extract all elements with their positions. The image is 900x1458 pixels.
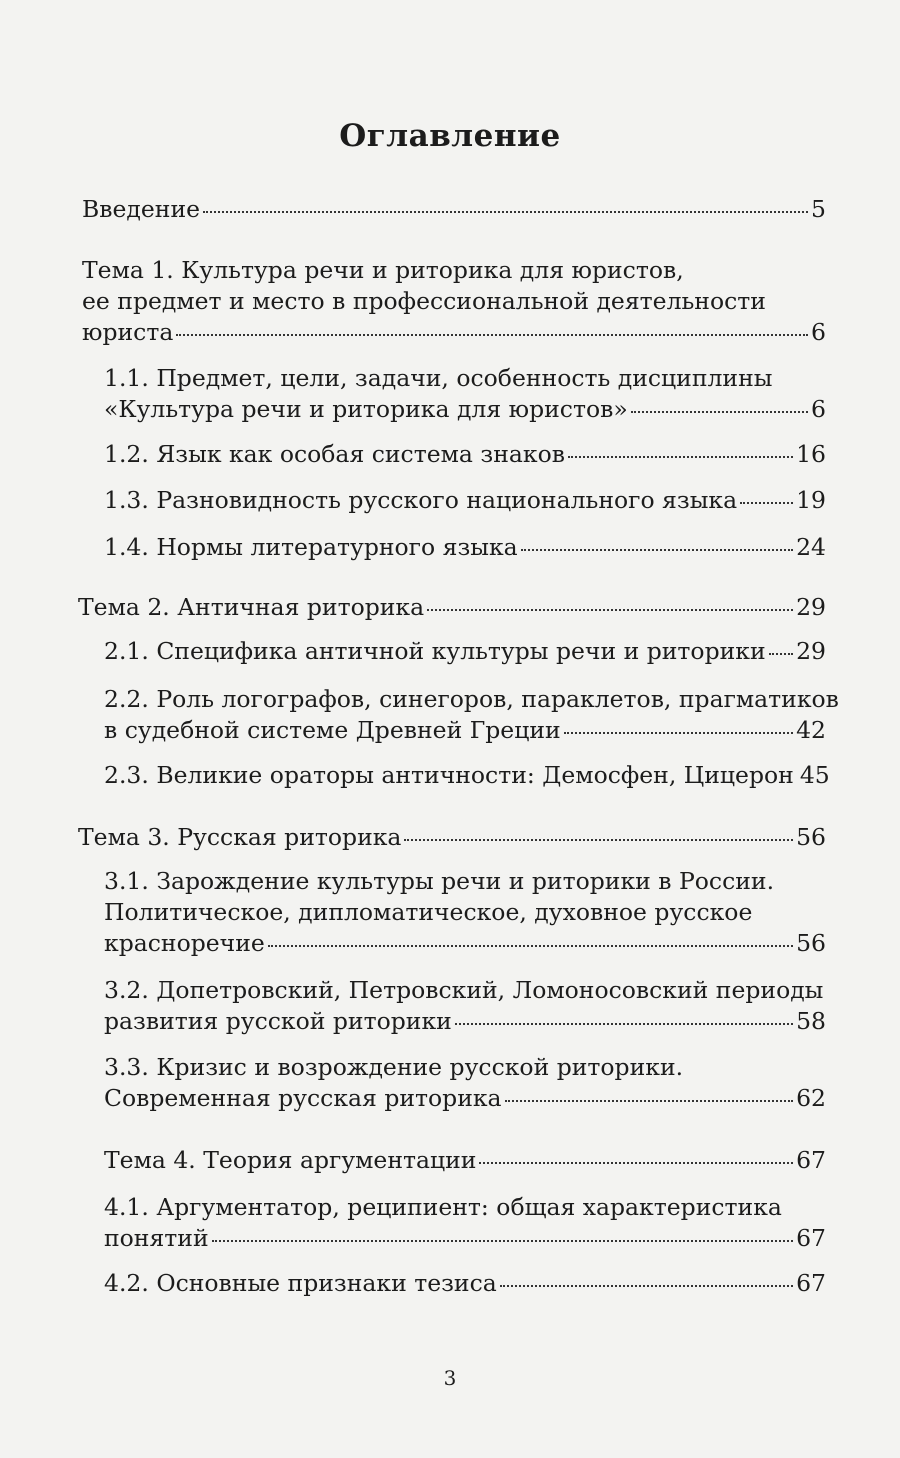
toc-entry-text: Тема 2. Античная риторика bbox=[78, 593, 425, 621]
toc-entry-text: ее предмет и место в профессиональной деятельности bbox=[82, 287, 766, 315]
dot-leader bbox=[568, 456, 793, 458]
toc-entry[interactable] bbox=[104, 760, 830, 791]
toc-entry-text: 3.1. Зарождение культуры речи и риторики в России. bbox=[104, 867, 775, 895]
dot-leader bbox=[404, 839, 793, 841]
dot-leader bbox=[479, 1162, 793, 1164]
toc-page-number: 42 bbox=[796, 716, 826, 744]
toc-entry-text: 2.3. Великие ораторы античности: Демосфен, Цицерон bbox=[104, 761, 794, 789]
dot-leader bbox=[740, 502, 793, 504]
toc-entry-text: Тема 4. Теория аргументации bbox=[104, 1146, 477, 1174]
dot-leader bbox=[769, 653, 793, 655]
toc-page-number: 29 bbox=[796, 593, 826, 621]
toc-entry-text: Тема 1. Культура речи и риторика для юристов, bbox=[82, 256, 684, 284]
toc-entry[interactable] bbox=[104, 532, 826, 563]
toc-page-number: 58 bbox=[796, 1007, 826, 1035]
dot-leader bbox=[631, 411, 808, 413]
toc-entry[interactable] bbox=[82, 255, 826, 348]
toc-page-number: 62 bbox=[796, 1084, 826, 1112]
toc-entry-text: 4.1. Аргументатор, реципиент: общая характеристика bbox=[104, 1193, 782, 1221]
toc-entry-text: 1.2. Язык как особая система знаков bbox=[104, 440, 565, 468]
toc-entry[interactable] bbox=[104, 1192, 826, 1254]
toc-page-number: 5 bbox=[811, 195, 826, 223]
toc-entry[interactable] bbox=[104, 975, 826, 1037]
dot-leader bbox=[427, 609, 793, 611]
dot-leader bbox=[203, 211, 808, 213]
dot-leader bbox=[212, 1240, 793, 1242]
toc-entry-text: развития русской риторики bbox=[104, 1007, 452, 1035]
dot-leader bbox=[521, 549, 793, 551]
toc-entry-text: Введение bbox=[82, 195, 201, 223]
toc-entry[interactable] bbox=[82, 194, 826, 225]
toc-page-number: 6 bbox=[811, 395, 826, 423]
toc-entry-text: юриста bbox=[82, 318, 174, 346]
toc-entry-text: 3.3. Кризис и возрождение русской риторики. bbox=[104, 1053, 684, 1081]
page-title: Оглавление bbox=[339, 118, 561, 154]
toc-entry-text: 1.1. Предмет, цели, задачи, особенность дисциплины bbox=[104, 364, 773, 392]
toc-entry-text: Современная русская риторика bbox=[104, 1084, 502, 1112]
dot-leader bbox=[268, 945, 793, 947]
toc-page-number: 56 bbox=[796, 929, 826, 957]
toc-entry-text: 2.1. Специфика античной культуры речи и риторики bbox=[104, 637, 766, 665]
toc-page-number: 16 bbox=[796, 440, 826, 468]
toc-entry[interactable] bbox=[104, 636, 826, 667]
toc-entry-text: Политическое, дипломатическое, духовное русское bbox=[104, 898, 753, 926]
toc-entry-text: красноречие bbox=[104, 929, 265, 957]
page-number: 3 bbox=[443, 1366, 457, 1390]
toc-page-number: 29 bbox=[796, 637, 826, 665]
toc-page-number: 56 bbox=[796, 823, 826, 851]
dot-leader bbox=[500, 1285, 793, 1287]
toc-entry[interactable] bbox=[104, 439, 826, 470]
toc-entry[interactable] bbox=[104, 1052, 826, 1114]
toc-page-number: 6 bbox=[811, 318, 826, 346]
toc-page-number: 67 bbox=[796, 1224, 826, 1252]
toc-entry-text: понятий bbox=[104, 1224, 209, 1252]
toc-entry-text: 4.2. Основные признаки тезиса bbox=[104, 1269, 497, 1297]
toc-entry[interactable] bbox=[104, 1268, 826, 1299]
toc-entry-text: «Культура речи и риторика для юристов» bbox=[104, 395, 628, 423]
toc-entry-text: 3.2. Допетровский, Петровский, Ломоносовский периоды bbox=[104, 976, 824, 1004]
toc-entry[interactable] bbox=[104, 485, 826, 516]
toc-page-number: 67 bbox=[796, 1269, 826, 1297]
dot-leader bbox=[505, 1100, 794, 1102]
toc-entry-text: Тема 3. Русская риторика bbox=[78, 823, 402, 851]
dot-leader bbox=[176, 334, 808, 336]
toc-entry[interactable] bbox=[104, 1145, 826, 1176]
toc-entry-text: 2.2. Роль логографов, синегоров, параклетов, прагматиков bbox=[104, 685, 839, 713]
toc-entry-text: в судебной системе Древней Греции bbox=[104, 716, 561, 744]
toc-page-number: 19 bbox=[796, 486, 826, 514]
toc-entry[interactable] bbox=[104, 684, 839, 746]
toc-entry[interactable] bbox=[78, 592, 826, 623]
toc-entry-text: 1.3. Разновидность русского национального языка bbox=[104, 486, 738, 514]
toc-entry-text: 1.4. Нормы литературного языка bbox=[104, 533, 518, 561]
dot-leader bbox=[564, 732, 793, 734]
toc-page-number: 24 bbox=[796, 533, 826, 561]
toc-page-number: 67 bbox=[796, 1146, 826, 1174]
toc-entry[interactable] bbox=[104, 866, 826, 959]
toc-entry[interactable] bbox=[104, 363, 826, 425]
dot-leader bbox=[455, 1023, 793, 1025]
toc-page-number: 45 bbox=[799, 761, 830, 789]
toc-entry[interactable] bbox=[78, 822, 826, 853]
